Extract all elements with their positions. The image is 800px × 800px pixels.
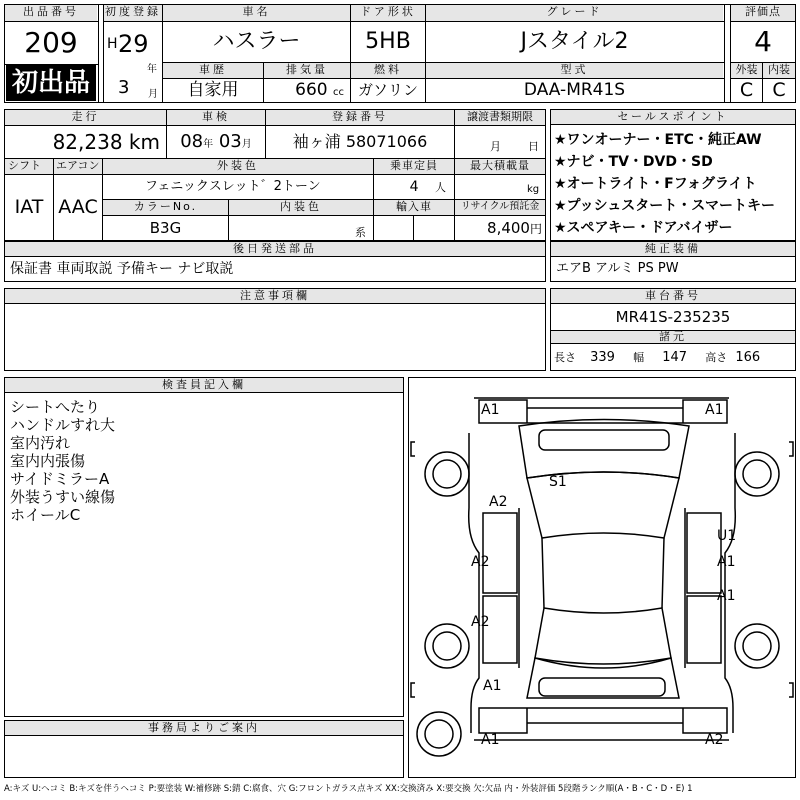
genuine-label: 純正装備: [551, 242, 795, 257]
inspection-label: 車検: [167, 110, 265, 125]
later-parts-text: 保証書 車両取説 予備キー ナビ取説: [10, 261, 234, 277]
car-outline: [409, 378, 795, 777]
inspector-notes: [4, 377, 404, 717]
inspector-label: 検査員記入欄: [5, 378, 403, 393]
mark-right-rear-door: A1: [717, 588, 736, 604]
reg-year-unit: 年: [147, 64, 157, 74]
height-label: 高さ: [705, 351, 728, 364]
insp-month: 03: [218, 131, 242, 152]
aircon: AAC: [58, 196, 98, 218]
first-reg-label: 初度登録: [104, 5, 162, 21]
footer-legend: A:キズ U:ヘコミ B:キズを伴うヘコミ P:要塗装 W:補修跡 S:錆 C:腐食、穴 G:フロントガラス点キズ XX:交換済み X:要交換 欠:欠品 内・外装評価 5段階ランク順(A・B・C・D・E) 1: [4, 784, 693, 794]
notes-label: 注意事項欄: [5, 289, 545, 304]
lot-no-label: 出品番号: [5, 5, 97, 21]
history: 自家用: [187, 80, 239, 100]
lot-no: 209: [24, 26, 78, 59]
exterior-label: 外装: [731, 63, 762, 78]
dims-label: 諸元: [551, 330, 795, 344]
displacement: [264, 79, 350, 102]
sales-point-2: ★ナビ・TV・DVD・SD: [554, 154, 713, 170]
inspector-line-2: ハンドルすれ大: [10, 416, 116, 432]
color-no: B3G: [149, 219, 182, 237]
fuel: ガソリン: [357, 81, 418, 99]
mark-right-u: U1: [717, 528, 737, 544]
transfer-day-unit: 日: [528, 140, 539, 152]
insp-year: 08: [180, 131, 204, 152]
length-label: 長さ: [554, 351, 576, 364]
dims-row: [551, 346, 795, 370]
later-parts-label: 後日発送部品: [5, 242, 545, 257]
recycle-unit: 円: [529, 222, 542, 236]
sales-point-4: ★プッシュスタート・スマートキー: [554, 198, 776, 214]
width-value: 147: [662, 350, 688, 365]
mark-left-front-fender: A2: [489, 494, 508, 510]
reg-month-unit: 月: [148, 89, 158, 99]
displacement-value: 660: [295, 80, 328, 100]
car-name-label: 車名: [163, 5, 350, 21]
inspector-line-7: ホイールC: [10, 506, 81, 522]
capacity-value: 4: [409, 179, 419, 195]
mark-front-right: A1: [705, 402, 724, 418]
fuel-label: 燃料: [351, 63, 425, 78]
transfer-label: 譲渡書類期限: [455, 110, 545, 125]
inspector-line-4: 室内内張傷: [10, 452, 86, 468]
office-notes: [4, 720, 404, 778]
sales-points-label: セールスポイント: [551, 110, 795, 125]
grade: Jスタイル2: [520, 29, 629, 54]
recycle-label: リサイクル預託金: [455, 200, 545, 215]
inspector-line-3: 室内汚れ: [10, 434, 71, 450]
recycle-fee: [455, 216, 545, 240]
mark-left-rear-quarter: A1: [483, 678, 502, 694]
mark-seat: S1: [549, 474, 567, 490]
interior-color-label: 内装色: [229, 200, 373, 215]
door-label: ドア形状: [351, 5, 425, 21]
reg-era: H: [107, 36, 118, 52]
model-label: 型式: [426, 63, 723, 78]
reg-no-label: 登録番号: [266, 110, 454, 125]
displacement-unit: cc: [333, 87, 344, 98]
reg-no: 袖ヶ浦 58071066: [292, 132, 428, 151]
color-no-label: カラーNo.: [103, 200, 228, 215]
exterior-color: フェニックスレット゛2トーン: [145, 179, 321, 194]
interior-color-unit: 系: [355, 226, 366, 238]
sales-point-5: ★スペアキー・ドアバイザー: [554, 220, 733, 236]
genuine-equipment: [550, 241, 796, 282]
genuine-text: エアB アルミ PS PW: [556, 261, 679, 276]
interior-grade: C: [772, 79, 786, 101]
mark-front-left: A1: [481, 402, 500, 418]
max-load-unit: kg: [527, 184, 540, 195]
door-shape: 5HB: [365, 29, 411, 54]
inspection-date: [167, 126, 265, 158]
mark-left-front-door: A2: [471, 554, 490, 570]
sales-point-1: ★ワンオーナー・ETC・純正AW: [554, 132, 762, 148]
notes: [4, 288, 546, 371]
damage-diagram: [408, 377, 796, 778]
width-label: 幅: [633, 351, 645, 364]
reg-year: 29: [118, 30, 149, 58]
displacement-label: 排気量: [264, 63, 350, 78]
shift: IAT: [14, 196, 44, 218]
height-value: 166: [735, 350, 761, 365]
transfer-month-unit: 月: [490, 140, 501, 152]
sales-point-3: ★オートライト・Fフォグライト: [554, 176, 757, 192]
reg-month: 3: [118, 77, 130, 98]
mark-rear-left: A1: [481, 732, 500, 748]
shift-label: シフト: [5, 159, 53, 174]
grade-label: グレード: [426, 5, 723, 21]
office-label: 事務局よりご案内: [5, 721, 403, 736]
insp-month-unit: 月: [241, 139, 252, 150]
chassis-block: [550, 288, 796, 371]
capacity: [374, 175, 454, 199]
capacity-unit: 人: [435, 181, 446, 194]
mark-left-rear-door: A2: [471, 614, 490, 630]
history-label: 車歴: [163, 63, 263, 78]
sales-points: [550, 109, 796, 241]
interior-label: 内装: [763, 63, 795, 78]
exterior-grade: C: [739, 79, 754, 101]
mark-right-front-door: A1: [717, 554, 736, 570]
max-load-label: 最大積載量: [455, 159, 545, 174]
color-label: 外装色: [103, 159, 373, 174]
inspector-line-5: サイドミラーA: [10, 470, 110, 486]
aircon-label: エアコン: [54, 159, 102, 174]
recycle-value: 8,400: [487, 219, 530, 237]
later-parts: [4, 241, 546, 282]
mileage-label: 走行: [5, 110, 166, 125]
mileage-value: 82,238: [52, 130, 123, 154]
mark-rear-right: A2: [705, 732, 724, 748]
mileage-unit: km: [128, 130, 160, 154]
insp-year-unit: 年: [203, 139, 214, 150]
chassis-label: 車台番号: [551, 289, 795, 304]
car-name: ハスラー: [212, 29, 301, 54]
capacity-label: 乗車定員: [374, 159, 454, 174]
inspector-line-6: 外装うすい線傷: [10, 488, 116, 504]
mileage: [5, 126, 166, 158]
model-code: DAA-MR41S: [523, 80, 626, 100]
inspector-line-1: シートへたり: [10, 398, 101, 414]
score-label: 評価点: [731, 5, 795, 21]
score: 4: [754, 25, 772, 58]
length-value: 339: [590, 350, 615, 365]
import-label: 輸入車: [374, 200, 454, 215]
chassis-number: MR41S-235235: [615, 308, 731, 326]
first-listing-badge: 初出品: [6, 65, 96, 101]
